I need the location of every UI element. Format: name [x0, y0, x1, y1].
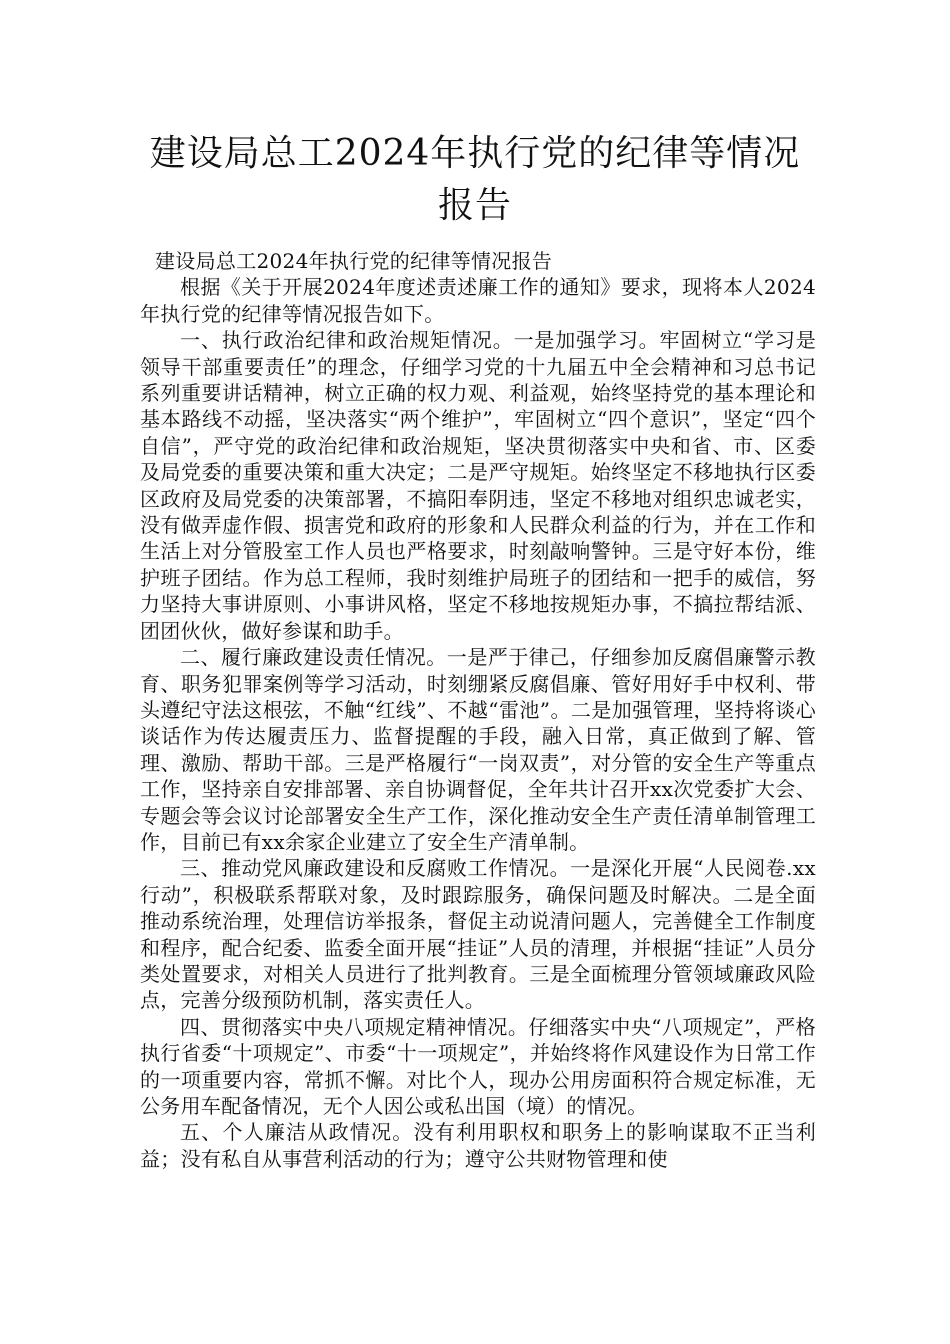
- paragraph-integrity-responsibility: 二、履行廉政建设责任情况。一是严于律己，仔细参加反腐倡廉警示教育、职务犯罪案例等学习活动，时刻绷紧反腐倡廉、管好用好手中权利、带头遵纪守法这根弦，不触“红线”、不越“雷池”。二是加强管理，坚持将谈心谈话作为传达履责压力、监督提醒的手段，融入日常，真正做到了解、管理、激励、帮助干部。三是严格履行“一岗双责”，对分管的安全生产等重点工作，坚持亲自安排部署、亲自协调督促，全年共计召开xx次党委扩大会、专题会等会议讨论部署安全生产工作，深化推动安全生产责任清单制管理工作，目前已有xx余家企业建立了安全生产清单制。: [140, 645, 816, 854]
- document-title: 建设局总工2024年执行党的纪律等情况报告: [149, 133, 801, 226]
- paragraph-political-discipline: 一、执行政治纪律和政治规矩情况。一是加强学习。牢固树立“学习是领导干部重要责任”的理念，仔细学习党的十九届五中全会精神和习总书记系列重要讲话精神，树立正确的权力观、利益观，始终坚持党的基本理论和基本路线不动摇，坚决落实“两个维护”，牢固树立“四个意识”，坚定“四个自信”，严守党的政治纪律和政治规矩，坚决贯彻落实中央和省、市、区委及局党委的重要决策和重大决定；二是严守规矩。始终坚定不移地执行区委区政府及局党委的决策部署，不搞阳奉阴违，坚定不移地对组织忠诚老实，没有做弄虚作假、损害党和政府的形象和人民群众利益的行为，并在工作和生活上对分管股室工作人员也严格要求，时刻敲响警钟。三是守好本份，维护班子团结。作为总工程师，我时刻维护局班子的团结和一把手的威信，努力坚持大事讲原则、小事讲风格，坚定不移地按规矩办事，不搞拉帮结派、团团伙伙，做好参谋和助手。: [140, 328, 816, 643]
- document-subtitle: 建设局总工2024年执行党的纪律等情况报告: [155, 249, 553, 273]
- paragraph-anti-corruption: 三、推动党风廉政建设和反腐败工作情况。一是深化开展“人民阅卷.xx行动”，积极联系帮联对象，及时跟踪服务，确保问题及时解决。二是全面推动系统治理，处理信访举报条，督促主动说清问题人，完善健全工作制度和程序，配合纪委、监委全面开展“挂证”人员的清理，并根据“挂证”人员分类处置要求，对相关人员进行了批判教育。三是全面梳理分管领域廉政风险点，完善分级预防机制，落实责任人。: [140, 856, 816, 1013]
- document-body: [140, 248, 816, 1172]
- paragraph-eight-regulations: 四、贯彻落实中央八项规定精神情况。仔细落实中央“八项规定”，严格执行省委“十项规定”、市委“十一项规定”，并始终将作风建设作为日常工作的一项重要内容，常抓不懈。对比个人，现办公用房面积符合规定标准，无公务用车配备情况，无个人因公或私出国（境）的情况。: [140, 1014, 816, 1118]
- paragraph-personal-integrity: 五、个人廉洁从政情况。没有利用职权和职务上的影响谋取不正当利益；没有私自从事营利活动的行为；遵守公共财物管理和使: [140, 1120, 816, 1171]
- paragraph-intro: 根据《关于开展2024年度述责述廉工作的通知》要求，现将本人2024年执行党的纪律等情况报告如下。: [140, 275, 816, 326]
